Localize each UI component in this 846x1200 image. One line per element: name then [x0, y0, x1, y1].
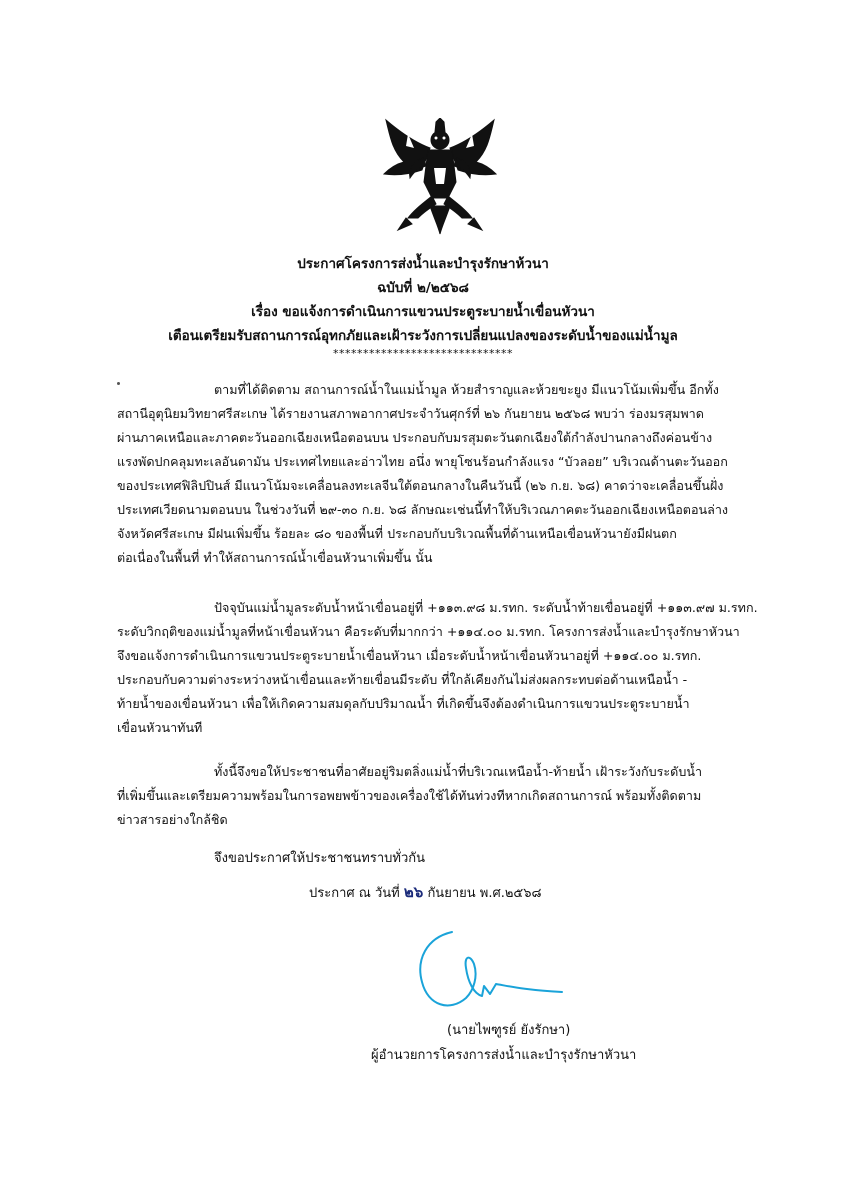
issue-number: ฉบับที่ ๒/๒๕๖๘: [377, 280, 469, 296]
subject-line: เรื่อง ขอแจ้งการดำเนินการแขวนประตูระบายน้ำเขื่อนหัวนา: [251, 304, 595, 320]
garuda-emblem-icon: [378, 118, 502, 236]
paragraph-line: ข่าวสารอย่างใกล้ชิด: [117, 812, 228, 827]
paragraph-line: สถานีอุตุนิยมวิทยาศรีสะเกษ ได้รายงานสภาพอากาศประจำวันศุกร์ที่ ๒๖ กันยายน ๒๕๖๘ พบว่า ร่องมรสุมพาด: [117, 406, 704, 421]
paragraph-line: ของประเทศฟิลิปปินส์ มีแนวโน้มจะเคลื่อนลงทะเลจีนใต้ตอนกลางในคืนวันนี้ (๒๖ ก.ย. ๖๘) คาดว่าจะเคลื่อนขึ้นฝั่ง: [117, 478, 724, 493]
paragraph-line: เขื่อนหัวนาทันที: [117, 720, 203, 735]
paragraph-line: ท้ายน้ำของเขื่อนหัวนา เพื่อให้เกิดความสมดุลกับปริมาณน้ำ ที่เกิดขึ้นจึงต้องดำเนินการแขวนประตูระบายน้ำ: [117, 696, 690, 711]
dateline-suffix: กันยายน พ.ศ.๒๕๖๘: [427, 886, 542, 901]
handwritten-signature: [412, 920, 582, 1030]
signatory-name: (นายไพฑูรย์ ยังรักษา): [447, 1023, 571, 1038]
paragraph-line: ระดับวิกฤติของแม่น้ำมูลที่หน้าเขื่อนหัวนา คือระดับที่มากกว่า +๑๑๔.๐๐ ม.รทก. โครงการส่งน้ำและบำรุงรักษาหัวนา: [117, 624, 740, 639]
paragraph-line: ตามที่ได้ติดตาม สถานการณ์น้ำในแม่น้ำมูล ห้วยสำราญและห้วยขะยูง มีแนวโน้มเพิ่มขึ้น อีกทั้ง: [214, 382, 719, 397]
paragraph-line: ปัจจุบันแม่น้ำมูลระดับน้ำหน้าเขื่อนอยู่ที่ +๑๑๓.๙๘ ม.รทก. ระดับน้ำท้ายเขื่อนอยู่ที่ +๑๑๓.๙๗ ม.รทก.: [214, 600, 758, 615]
paragraph-line: ที่เพิ่มขึ้นและเตรียมความพร้อมในการอพยพข้าวของเครื่องใช้ได้ทันท่วงทีหากเกิดสถานการณ์ พร้อมทั้งติดตาม: [117, 788, 702, 803]
signatory-position: ผู้อำนวยการโครงการส่งน้ำและบำรุงรักษาหัวนา: [371, 1048, 637, 1063]
paragraph-line: ผ่านภาคเหนือและภาคตะวันออกเฉียงเหนือตอนบน ประกอบกับมรสุมตะวันตกเฉียงใต้กำลังปานกลางถึงค่อนข้าง: [117, 430, 713, 445]
dateline: [309, 880, 542, 904]
paragraph-line: จังหวัดศรีสะเกษ มีฝนเพิ่มขึ้น ร้อยละ ๘๐ ของพื้นที่ ประกอบกับบริเวณพื้นที่ด้านเหนือเขื่อนหัวนายังมีฝนตก: [117, 526, 677, 541]
paragraph-line: ประกอบกับความต่างระหว่างหน้าเขื่อนและท้ายเขื่อนมีระดับ ที่ใกล้เคียงกันไม่ส่งผลกระทบต่อด้านเหนือน้ำ -: [117, 672, 688, 687]
handwritten-day: ๒๖: [403, 883, 424, 901]
org-title: ประกาศโครงการส่งน้ำและบำรุงรักษาห้วนา: [297, 256, 549, 272]
paragraph-line: ต่อเนื่องในพื้นที่ ทำให้สถานการณ์น้ำเขื่อนหัวนาเพิ่มขึ้น นั้น: [117, 550, 433, 565]
paragraph-line: จึงขอแจ้งการดำเนินการแขวนประตูระบายน้ำเขื่อนหัวนา เมื่อระดับน้ำหน้าเขื่อนหัวนาอยู่ที่ +๑๑๔.๐๐ ม.รทก.: [117, 648, 702, 663]
paragraph-line: ประเทศเวียดนามตอนบน ในช่วงวันที่ ๒๙-๓๐ ก.ย. ๖๘ ลักษณะเช่นนี้ทำให้บริเวณภาคตะวันออกเฉียงเหนือตอนล่าง: [117, 502, 729, 517]
paragraph-2: [117, 596, 774, 740]
dateline-prefix: ประกาศ ณ วันที่: [309, 886, 400, 901]
subject-line-2: เตือนเตรียมรับสถานการณ์อุทกภัยและเฝ้าระวังการเปลี่ยนแปลงของระดับน้ำของแม่น้ำมูล: [168, 328, 678, 344]
paragraph-line: แรงพัดปกคลุมทะเลอันดามัน ประเทศไทยและอ่าวไทย อนึ่ง พายุโซนร้อนกำลังแรง “บัวลอย” บริเวณด้านตะวันออก: [117, 454, 728, 469]
paragraph-1: [117, 378, 774, 570]
paragraph-3: [117, 760, 774, 832]
separator-line: ******************************: [333, 347, 513, 360]
paragraph-line: ทั้งนี้จึงขอให้ประชาชนที่อาศัยอยู่ริมตลิ่งแม่น้ำที่บริเวณเหนือน้ำ-ท้ายน้ำ เฝ้าระวังกับระดับน้ำ: [214, 764, 703, 779]
closing-sentence: จึงขอประกาศให้ประชาชนทราบทั่วกัน: [214, 851, 425, 866]
